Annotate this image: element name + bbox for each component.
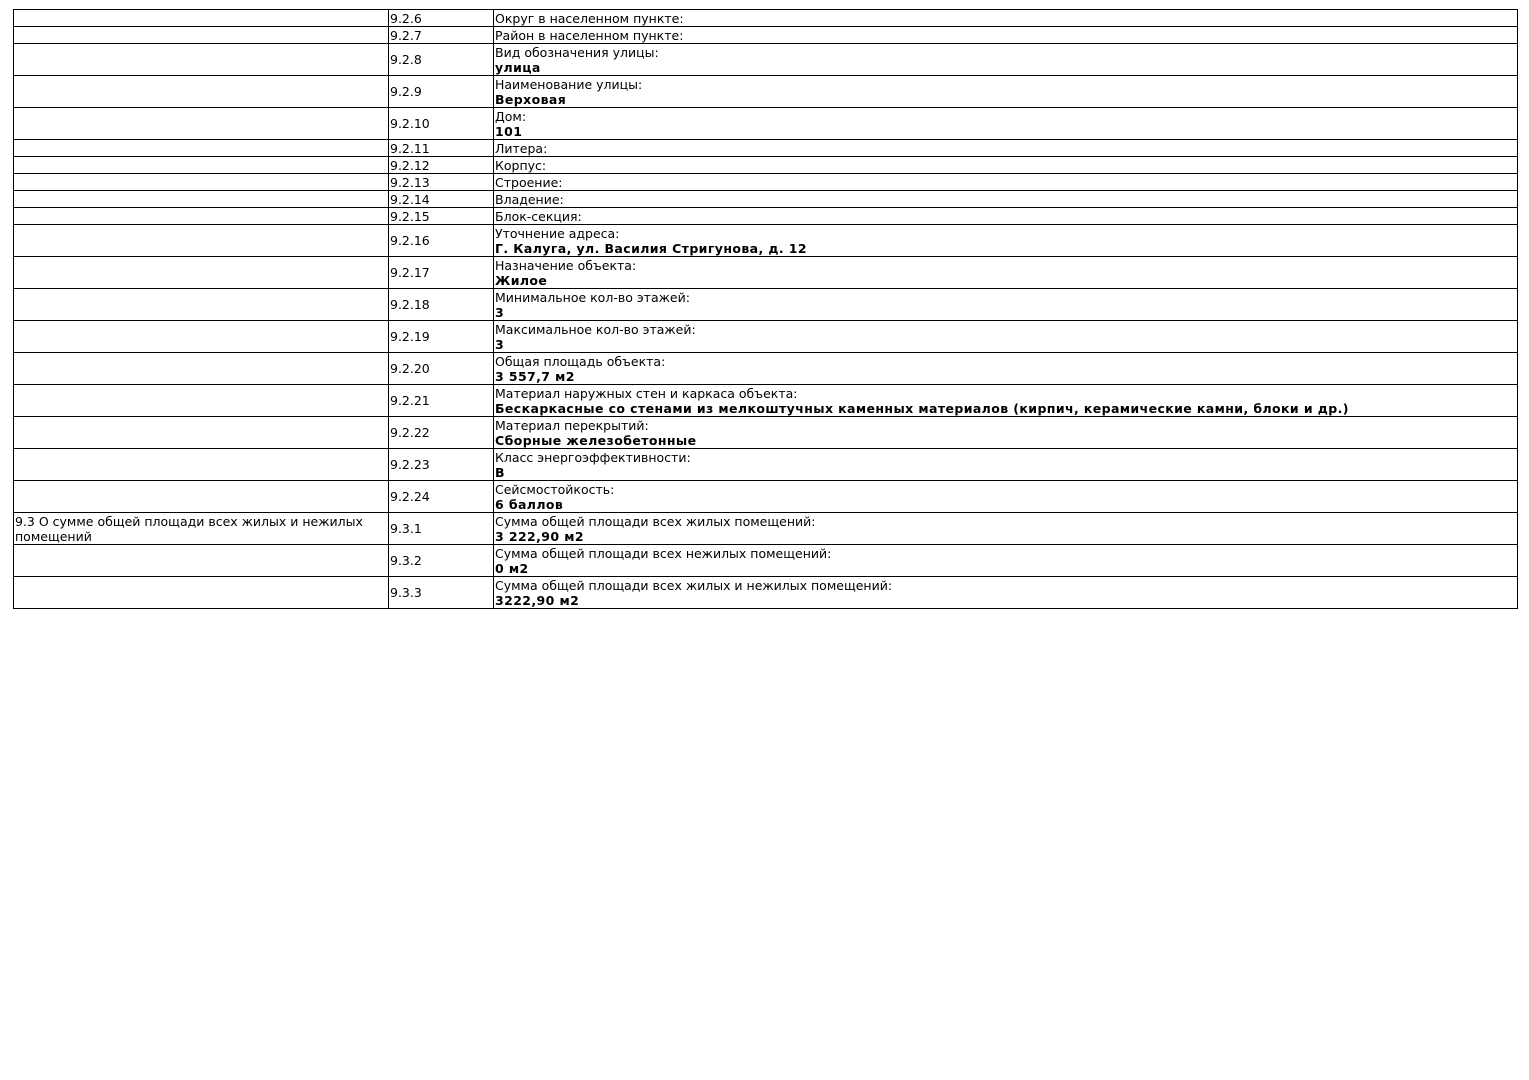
item-label: Максимальное кол-во этажей: [495,321,696,337]
item-label: Класс энергоэффективности: [495,449,691,465]
item-code-cell: 9.3.2 [389,545,494,577]
item-content-cell [494,10,1518,27]
item-label: Литера: [495,140,548,156]
item-label: Назначение объекта: [495,257,637,273]
item-content-cell [494,108,1518,140]
item-value: 6 баллов [495,496,564,512]
table-row [14,108,1518,140]
section-cell [14,76,389,108]
table-row [14,76,1518,108]
table-row [14,545,1518,577]
section-cell [14,208,389,225]
item-code-cell: 9.2.18 [389,289,494,321]
item-code-cell: 9.2.9 [389,76,494,108]
item-content-cell [494,140,1518,157]
section-cell [14,417,389,449]
table-row [14,449,1518,481]
item-code-cell: 9.2.10 [389,108,494,140]
item-label: Сейсмостойкость: [495,481,615,497]
section-cell [14,108,389,140]
item-label: Вид обозначения улицы: [495,44,659,60]
section-cell [14,140,389,157]
table-row [14,353,1518,385]
item-label: Общая площадь объекта: [495,353,666,369]
item-code-cell: 9.2.17 [389,257,494,289]
item-value: 3222,90 м2 [495,592,580,608]
table-row [14,174,1518,191]
item-code-cell: 9.2.21 [389,385,494,417]
item-code-cell: 9.2.24 [389,481,494,513]
item-label: Материал перекрытий: [495,417,649,433]
declaration-table [13,9,1518,609]
item-content-cell [494,191,1518,208]
item-label: Дом: [495,108,527,124]
section-cell [14,44,389,76]
table-row [14,257,1518,289]
item-label: Материал наружных стен и каркаса объекта: [495,385,798,401]
item-code-cell: 9.2.14 [389,191,494,208]
table-row [14,577,1518,609]
section-cell [14,27,389,44]
section-cell [14,191,389,208]
item-value: Верховая [495,91,567,107]
item-value: B [495,464,505,480]
item-content-cell [494,513,1518,545]
item-content-cell [494,208,1518,225]
item-code-cell: 9.2.13 [389,174,494,191]
item-value: Сборные железобетонные [495,432,697,448]
section-cell [14,257,389,289]
section-cell [14,289,389,321]
item-value: 3 222,90 м2 [495,528,584,544]
item-content-cell [494,76,1518,108]
table-row [14,27,1518,44]
section-cell [14,157,389,174]
table-row [14,289,1518,321]
item-content-cell [494,289,1518,321]
item-content-cell [494,257,1518,289]
section-cell [14,353,389,385]
table-row [14,225,1518,257]
table-row [14,385,1518,417]
section-cell [14,545,389,577]
item-value: 0 м2 [495,560,529,576]
item-content-cell [494,417,1518,449]
item-label: Сумма общей площади всех жилых помещений: [495,513,816,529]
table-row [14,321,1518,353]
section-cell [14,449,389,481]
table-row [14,481,1518,513]
item-content-cell [494,321,1518,353]
item-value: 3 [495,336,505,352]
item-code-cell: 9.2.20 [389,353,494,385]
section-cell [14,321,389,353]
item-value: 3 [495,304,505,320]
item-value: Бескаркасные со стенами из мелкоштучных каменных материалов (кирпич, керамические камни, блоки и др.) [495,400,1349,416]
item-content-cell [494,44,1518,76]
item-code-cell: 9.3.3 [389,577,494,609]
item-label: Строение: [495,174,563,190]
table-row [14,10,1518,27]
item-value: Г. Калуга, ул. Василия Стригунова, д. 12 [495,240,807,256]
table-row [14,191,1518,208]
item-label: Уточнение адреса: [495,225,620,241]
item-value: Жилое [495,272,548,288]
item-label: Сумма общей площади всех нежилых помещений: [495,545,832,561]
section-cell [14,225,389,257]
item-label: Блок-секция: [495,208,582,224]
item-content-cell [494,353,1518,385]
item-content-cell [494,385,1518,417]
item-label: Владение: [495,191,564,207]
section-cell [14,174,389,191]
item-code-cell: 9.3.1 [389,513,494,545]
section-cell [14,481,389,513]
item-content-cell [494,225,1518,257]
item-content-cell [494,157,1518,174]
section-cell: 9.3 О сумме общей площади всех жилых и нежилых помещений [14,513,389,545]
item-label: Наименование улицы: [495,76,643,92]
item-code-cell: 9.2.12 [389,157,494,174]
item-code-cell: 9.2.23 [389,449,494,481]
item-code-cell: 9.2.16 [389,225,494,257]
declaration-table-body [14,10,1518,609]
item-value: 3 557,7 м2 [495,368,575,384]
item-code-cell: 9.2.19 [389,321,494,353]
item-content-cell [494,449,1518,481]
item-content-cell [494,545,1518,577]
table-row [14,44,1518,76]
table-row [14,157,1518,174]
table-row [14,513,1518,545]
item-value: 101 [495,123,523,139]
item-label: Район в населенном пункте: [495,27,684,43]
section-cell [14,10,389,27]
item-code-cell: 9.2.8 [389,44,494,76]
item-code-cell: 9.2.22 [389,417,494,449]
table-row [14,417,1518,449]
section-cell [14,385,389,417]
item-value: улица [495,59,541,75]
table-row [14,140,1518,157]
table-row [14,208,1518,225]
item-label: Округ в населенном пункте: [495,10,684,26]
item-label: Корпус: [495,157,547,173]
item-code-cell: 9.2.6 [389,10,494,27]
item-code-cell: 9.2.11 [389,140,494,157]
item-content-cell [494,481,1518,513]
item-content-cell [494,577,1518,609]
section-cell [14,577,389,609]
item-content-cell [494,174,1518,191]
item-code-cell: 9.2.7 [389,27,494,44]
item-code-cell: 9.2.15 [389,208,494,225]
item-label: Минимальное кол-во этажей: [495,289,690,305]
item-content-cell [494,27,1518,44]
item-label: Сумма общей площади всех жилых и нежилых помещений: [495,577,893,593]
